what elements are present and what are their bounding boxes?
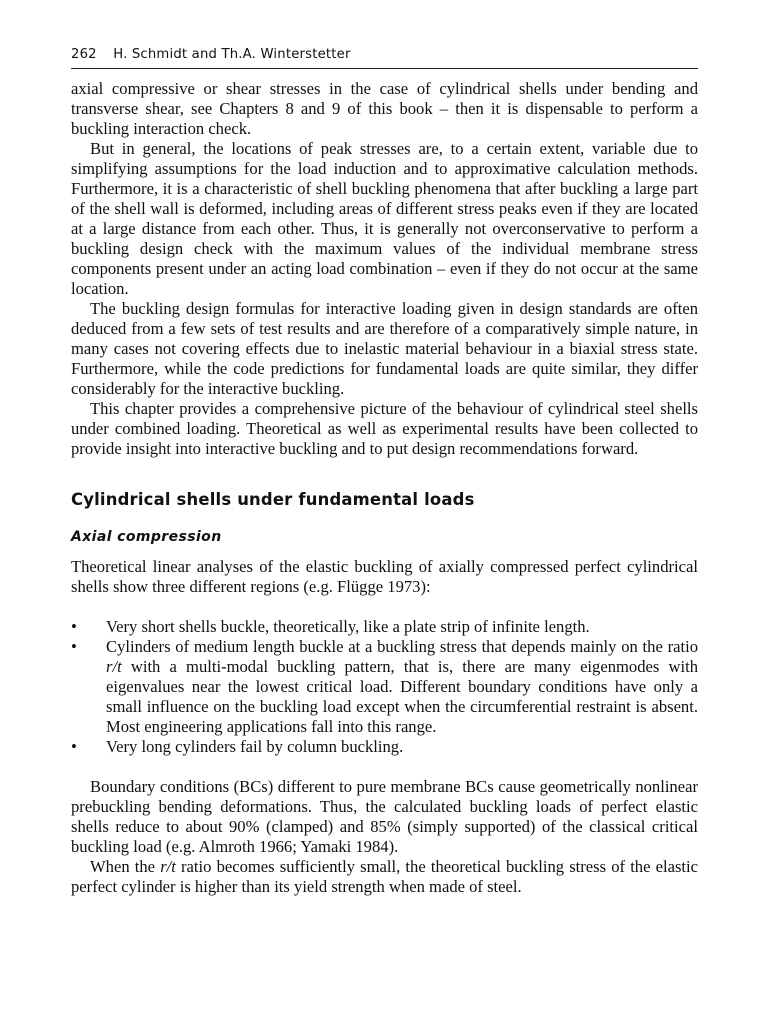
paragraph-continuation: axial compressive or shear stresses in the case of cylindrical shells under bending and transverse shear, see Chapters 8 and 9 of this book – then it is dispensable to perform a buckling interaction check. [71,79,698,138]
list-item [71,637,698,737]
page-number: 262 [71,47,97,62]
paragraph-design-formulas: The buckling design formulas for interactive loading given in design standards are often deduced from a few sets of test results and are therefore of a comparatively simple nature, in many cases not covering effects due to inelastic material behaviour in a biaxial stress state. Furthermore, while the code predictions for fundamental loads are quite similar, they differ considerably for the interactive buckling. [71,299,698,398]
book-page [71,44,698,897]
math-ratio: r/t [106,657,122,676]
paragraph-chapter-overview: This chapter provides a comprehensive picture of the behaviour of cylindrical steel shells under combined loading. Theoretical as well as experimental results have been collected to provide insight into interactive buckling and to put design recommendations forward. [71,399,698,458]
list-item [71,737,698,757]
bullet-icon: • [71,737,77,756]
paragraph-boundary-conditions: Boundary conditions (BCs) different to pure membrane BCs cause geometrically nonlinear prebuckling bending deformations. Thus, the calculated buckling loads of perfect elastic shells reduce to about 90% (clamped) and 85% (simply supported) of the classical critical buckling load (e.g. Almroth 1966; Yamaki 1984). [71,777,698,856]
paragraph-text-before: When the [90,857,161,876]
running-head-authors: H. Schmidt and Th.A. Winterstetter [113,47,351,62]
running-head [71,44,698,69]
paragraph-rt-ratio [71,857,698,897]
section-heading: Cylindrical shells under fundamental loads [71,490,475,509]
list-item-text-before: Cylinders of medium length buckle at a buckling stress that depends mainly on the ratio [106,637,698,656]
bullet-icon: • [71,637,77,656]
math-ratio: r/t [160,857,176,876]
list-item [71,617,698,637]
paragraph-lead: Theoretical linear analyses of the elastic buckling of axially compressed perfect cylindrical shells show three different regions (e.g. Flügge 1973): [71,557,698,596]
body-text [71,79,698,897]
bullet-list [71,617,698,757]
paragraph-text-after: ratio becomes sufficiently small, the theoretical buckling stress of the elastic perfect cylinder is higher than its yield strength when made of steel. [71,857,698,896]
list-item-text: Very short shells buckle, theoretically, like a plate strip of infinite length. [106,617,590,636]
list-item-text-after: with a multi-modal buckling pattern, that is, there are many eigenmodes with eigenvalues near the lowest critical load. Different boundary conditions have only a small influence on the buckling load except when the circumferential restraint is absent. Most engineering applications fall into this range. [106,657,698,736]
subsection-heading: Axial compression [71,529,222,545]
paragraph-peak-stresses: But in general, the locations of peak stresses are, to a certain extent, variable due to simplifying assumptions for the load induction and to approximative calculation methods. Furthermore, it is a characteristic of shell buckling phenomena that after buckling a large part of the shell wall is deformed, including areas of different stress peaks even if they are located at a large distance from each other. Thus, it is generally not overconservative to perform a buckling design check with the maximum values of the individual membrane stress components present under an acting load combination – even if they do not occur at the same location. [71,139,698,298]
list-item-text: Very long cylinders fail by column buckling. [106,737,404,756]
bullet-icon: • [71,617,77,636]
